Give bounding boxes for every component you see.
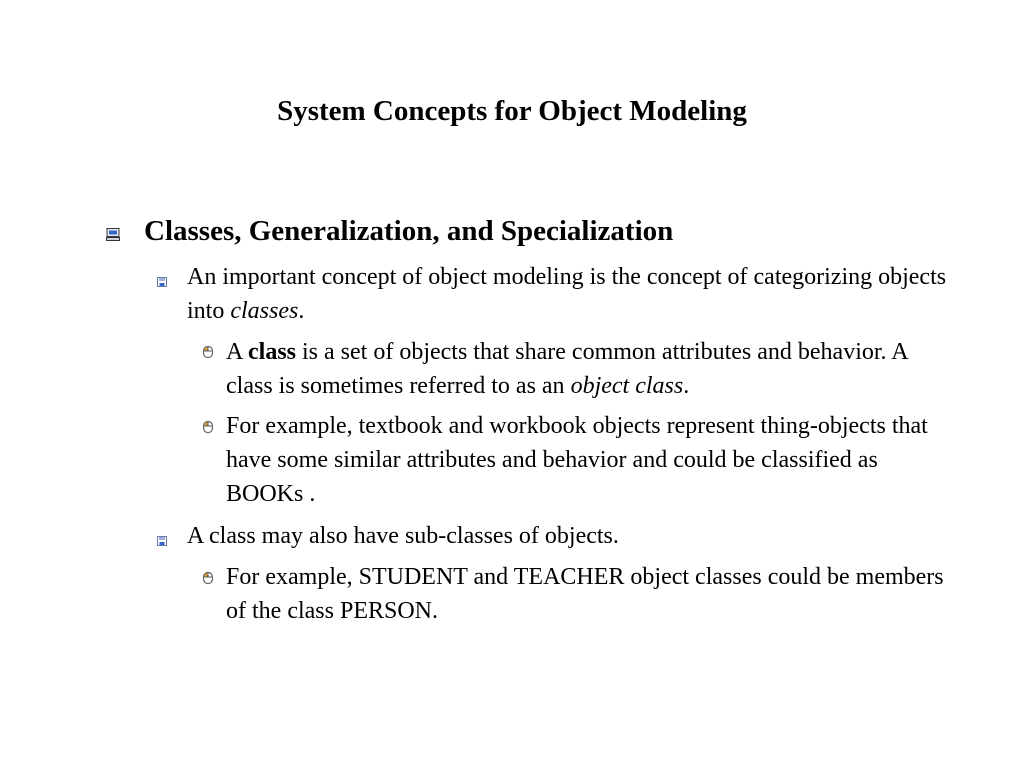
bullet-sub-classes bbox=[187, 519, 947, 553]
computer-icon bbox=[106, 228, 120, 241]
floppy-disk-icon bbox=[157, 536, 167, 546]
slide-title: System Concepts for Object Modeling bbox=[277, 95, 747, 127]
bullet-textbook-example bbox=[226, 409, 956, 511]
floppy-disk-icon bbox=[157, 277, 167, 287]
text-segment: A bbox=[226, 339, 249, 365]
bold-term-class: class bbox=[248, 339, 297, 365]
bullet-text: For example, textbook and workbook objects represent thing-objects that have some similar attributes and behavior and could be classified as BOOKs . bbox=[226, 413, 928, 507]
mouse-icon bbox=[203, 346, 213, 358]
italic-term-classes: classes bbox=[230, 298, 299, 324]
bullet-text: A class may also have sub-classes of objects. bbox=[187, 523, 619, 549]
italic-term-object-class: object class bbox=[570, 373, 684, 399]
bullet-categorizing-objects bbox=[187, 260, 947, 328]
mouse-icon bbox=[203, 572, 213, 584]
bullet-class-definition bbox=[226, 335, 956, 403]
text-segment: is a set of objects that share common attributes and behavior. A class is sometimes referred to as an bbox=[226, 339, 908, 399]
bullet-student-teacher-example bbox=[226, 560, 956, 628]
bullet-classes-generalization-specialization bbox=[144, 212, 944, 250]
mouse-icon bbox=[203, 421, 213, 433]
text-segment: . bbox=[683, 373, 690, 399]
bullet-text: For example, STUDENT and TEACHER object classes could be members of the class PERSON. bbox=[226, 564, 944, 624]
text-segment: . bbox=[298, 298, 305, 324]
bullet-text: Classes, Generalization, and Specialization bbox=[144, 215, 674, 247]
bullet-text bbox=[187, 260, 947, 328]
bullet-text bbox=[226, 335, 956, 403]
text-segment: An important concept of object modeling is the concept of categorizing objects into bbox=[187, 264, 947, 324]
